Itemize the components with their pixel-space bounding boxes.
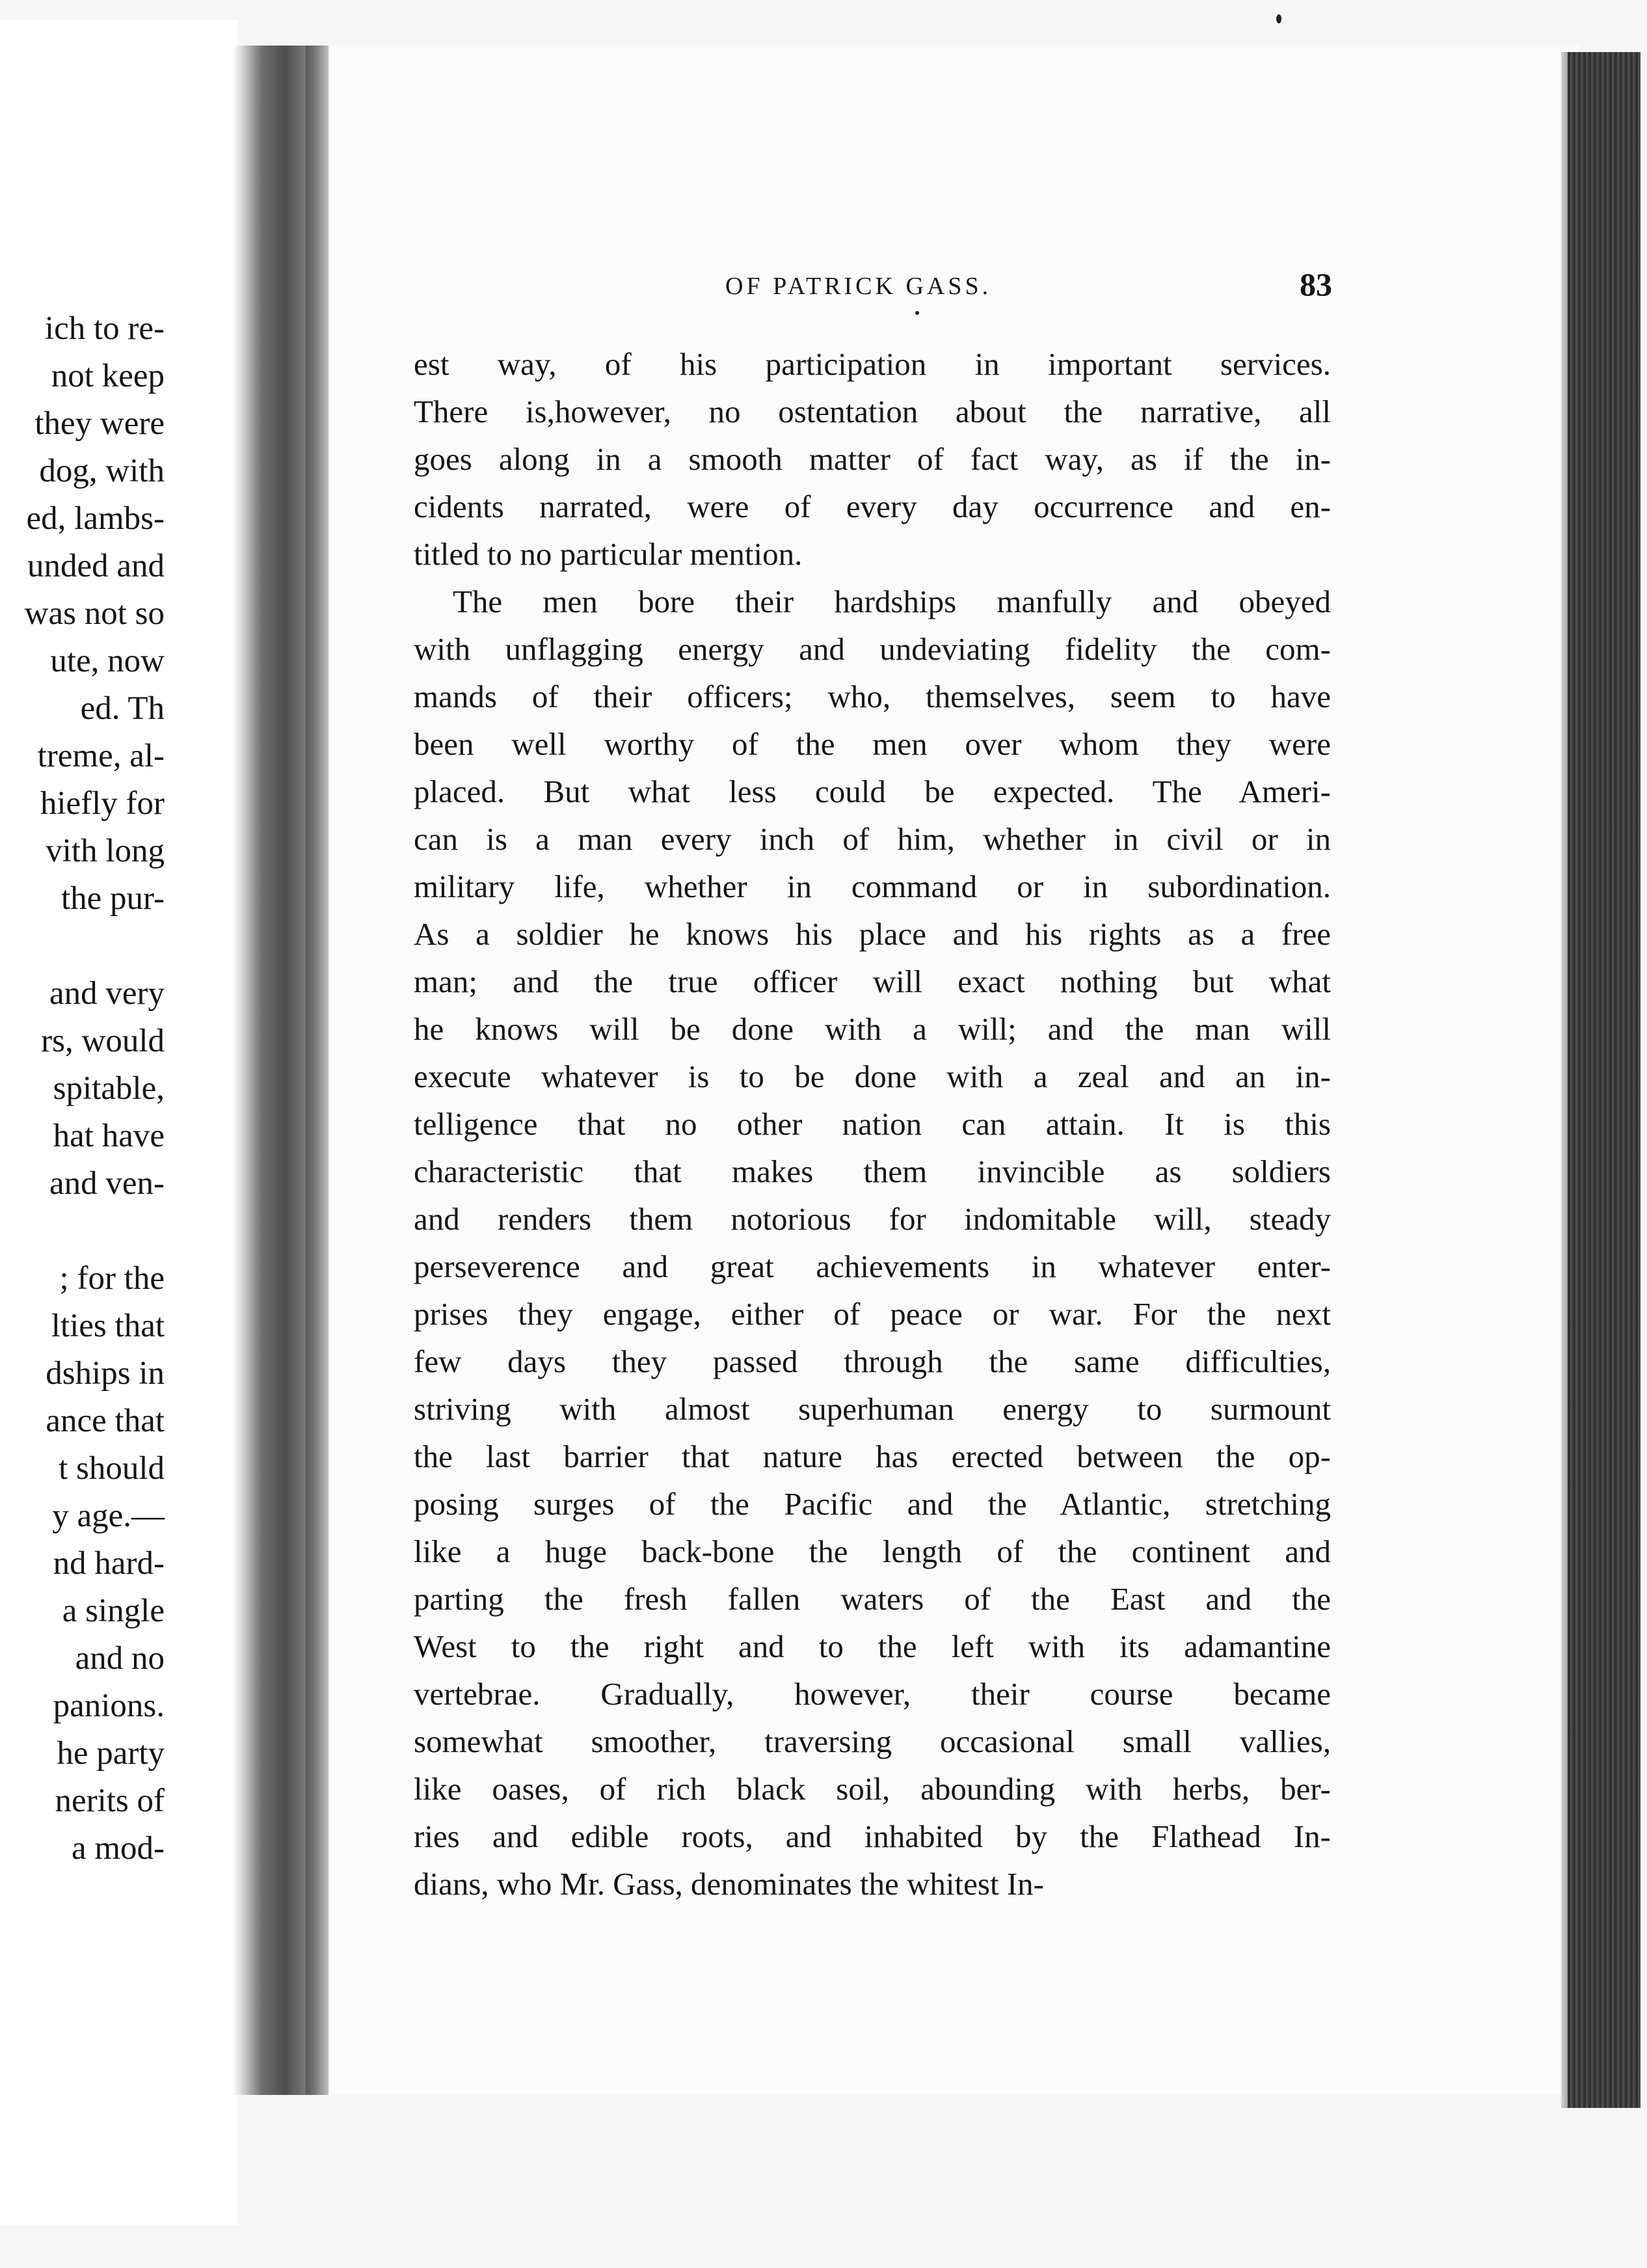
print-speck — [1276, 14, 1281, 23]
print-speck — [915, 311, 919, 315]
running-head: OF PATRICK GASS. — [725, 273, 992, 300]
left-page-line: ich to re- — [44, 310, 165, 347]
text-line: been well worthy of the men over whom they were — [414, 726, 1331, 762]
left-page-line: vith long — [46, 833, 165, 869]
left-page-line: dships in — [46, 1355, 165, 1392]
text-line: dians, who Mr. Gass, denominates the whitest In- — [414, 1866, 1044, 1902]
text-line: goes along in a smooth matter of fact way, as if the in- — [414, 441, 1331, 477]
left-page-line: unded and — [27, 548, 165, 584]
left-page-line: rs, would — [41, 1023, 165, 1059]
left-page-line: ute, now — [50, 643, 165, 679]
text-line: parting the fresh fallen waters of the East and the — [414, 1581, 1331, 1617]
left-page-line: t should — [59, 1450, 165, 1487]
left-page-line: and no — [75, 1640, 165, 1677]
left-page-line: and ven- — [49, 1165, 165, 1202]
left-page-line: nd hard- — [53, 1545, 165, 1582]
text-line: military life, whether in command or in subordination. — [414, 869, 1331, 904]
text-line: As a soldier he knows his place and his rights as a free — [414, 916, 1331, 952]
left-page-line: dog, with — [39, 453, 165, 489]
text-line: he knows will be done with a will; and the man will — [414, 1011, 1331, 1047]
text-line: the last barrier that nature has erected between the op- — [414, 1438, 1331, 1474]
left-page-line: they were — [34, 405, 165, 442]
text-line: man; and the true officer will exact nothing but what — [414, 964, 1331, 999]
left-page-line: spitable, — [53, 1070, 165, 1107]
left-page-line: panions. — [53, 1688, 165, 1724]
text-line: West to the right and to the left with its adamantine — [414, 1628, 1331, 1664]
text-line: ries and edible roots, and inhabited by the Flathead In- — [414, 1818, 1331, 1854]
left-page-line: a mod- — [71, 1830, 165, 1867]
text-line: few days they passed through the same difficulties, — [414, 1343, 1331, 1379]
text-line: titled to no particular mention. — [414, 536, 803, 572]
left-page-line: ed, lambs- — [26, 500, 165, 537]
text-line: est way, of his participation in important services. — [414, 346, 1331, 382]
left-page-line: nerits of — [55, 1783, 165, 1819]
text-line: like oases, of rich black soil, abounding with herbs, ber- — [414, 1771, 1331, 1807]
text-line: somewhat smoother, traversing occasional small vallies, — [414, 1723, 1331, 1759]
text-line: execute whatever is to be done with a zeal and an in- — [414, 1059, 1331, 1094]
text-line: vertebrae. Gradually, however, their course became — [414, 1676, 1331, 1712]
page-number: 83 — [1300, 266, 1332, 303]
left-page-line: lties that — [51, 1308, 165, 1344]
left-page-line: the pur- — [60, 880, 165, 917]
left-page — [0, 20, 237, 2225]
text-line: telligence that no other nation can attain. It is this — [414, 1106, 1331, 1142]
text-line: characteristic that makes them invincible as soldiers — [414, 1154, 1331, 1189]
left-page-line: hiefly for — [40, 785, 165, 822]
text-line: perseverence and great achievements in whatever enter- — [414, 1249, 1331, 1284]
text-line: like a huge back-bone the length of the continent and — [414, 1533, 1331, 1569]
text-line: and renders them notorious for indomitable will, steady — [414, 1201, 1331, 1237]
text-line: There is,however, no ostentation about the narrative, all — [414, 394, 1331, 429]
text-line: placed. But what less could be expected. The Ameri- — [414, 774, 1331, 809]
left-page-line: hat have — [53, 1118, 165, 1154]
left-page-line: ed. Th — [80, 690, 165, 727]
text-line: with unflagging energy and undeviating fidelity the com- — [414, 631, 1331, 667]
text-line: can is a man every inch of him, whether in civil or in — [414, 821, 1331, 857]
page-stack-edge — [1568, 52, 1640, 2108]
left-page-line: ance that — [46, 1403, 165, 1439]
text-line: prises they engage, either of peace or war. For the next — [414, 1296, 1331, 1332]
left-page-line: not keep — [51, 358, 165, 394]
left-page-line: and very — [49, 975, 165, 1012]
left-page-line: was not so — [24, 595, 165, 632]
text-line: The men bore their hardships manfully and obeyed — [453, 584, 1331, 619]
left-page-line: y age.— — [52, 1498, 165, 1534]
left-page-line: a single — [62, 1593, 165, 1629]
text-line: cidents narrated, were of every day occurrence and en- — [414, 489, 1331, 524]
gutter-shadow — [306, 46, 332, 2095]
left-page-line: he party — [57, 1735, 165, 1772]
left-page-line: treme, al- — [37, 738, 165, 774]
text-line: striving with almost superhuman energy to surmount — [414, 1391, 1331, 1427]
text-line: mands of their officers; who, themselves, seem to have — [414, 679, 1331, 714]
left-page-line: ; for the — [59, 1260, 165, 1297]
text-line: posing surges of the Pacific and the Atlantic, stretching — [414, 1486, 1331, 1522]
